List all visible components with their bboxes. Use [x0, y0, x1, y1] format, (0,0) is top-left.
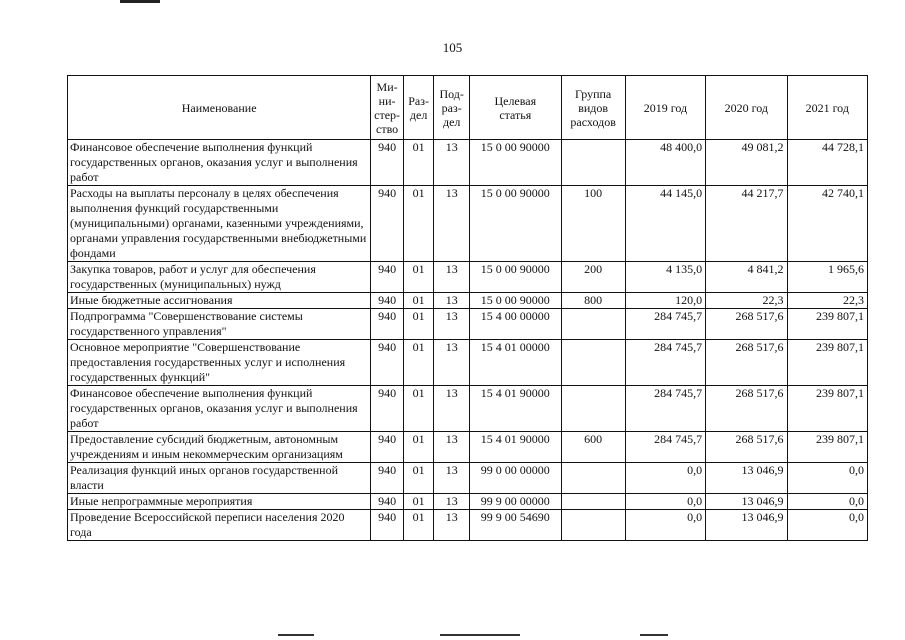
cell-subsection: 13 [434, 494, 470, 510]
cell-group: 100 [561, 186, 625, 262]
cell-section: 01 [403, 494, 434, 510]
header-group: Группа видов расходов [561, 76, 625, 140]
header-section: Раз- дел [403, 76, 434, 140]
cell-subsection: 13 [434, 293, 470, 309]
cell-group [561, 386, 625, 432]
cell-group [561, 510, 625, 541]
cell-section: 01 [403, 510, 434, 541]
page-number: 105 [442, 40, 463, 55]
cell-target: 15 0 00 90000 [470, 293, 562, 309]
cell-ministry: 940 [371, 510, 404, 541]
cell-group: 600 [561, 432, 625, 463]
footer-rule [440, 634, 520, 636]
table-row [68, 494, 868, 510]
cell-y2021: 0,0 [787, 494, 867, 510]
header-subsection: Под- раз- дел [434, 76, 470, 140]
cell-section: 01 [403, 140, 434, 186]
cell-group [561, 140, 625, 186]
cell-y2021: 22,3 [787, 293, 867, 309]
top-edge-mark [120, 0, 160, 3]
cell-ministry: 940 [371, 386, 404, 432]
table-row [68, 510, 868, 541]
cell-y2019: 48 400,0 [625, 140, 705, 186]
cell-subsection: 13 [434, 309, 470, 340]
cell-y2021: 42 740,1 [787, 186, 867, 262]
table-row [68, 262, 868, 293]
header-target: Целевая статья [470, 76, 562, 140]
cell-y2021: 0,0 [787, 463, 867, 494]
cell-target: 99 0 00 00000 [470, 463, 562, 494]
cell-group [561, 309, 625, 340]
cell-group: 200 [561, 262, 625, 293]
cell-y2021: 44 728,1 [787, 140, 867, 186]
budget-table [67, 75, 868, 541]
cell-y2020: 13 046,9 [706, 510, 787, 541]
cell-name: Финансовое обеспечение выполнения функций государственных органов, оказания услуг и выполнения работ [68, 386, 371, 432]
cell-ministry: 940 [371, 432, 404, 463]
header-2020: 2020 год [706, 76, 787, 140]
cell-name: Иные бюджетные ассигнования [68, 293, 371, 309]
cell-subsection: 13 [434, 432, 470, 463]
cell-subsection: 13 [434, 386, 470, 432]
cell-subsection: 13 [434, 463, 470, 494]
cell-y2021: 239 807,1 [787, 386, 867, 432]
cell-subsection: 13 [434, 140, 470, 186]
cell-y2020: 22,3 [706, 293, 787, 309]
header-2019: 2019 год [625, 76, 705, 140]
cell-y2020: 268 517,6 [706, 386, 787, 432]
cell-section: 01 [403, 386, 434, 432]
cell-target: 99 9 00 54690 [470, 510, 562, 541]
table-row [68, 463, 868, 494]
cell-y2019: 120,0 [625, 293, 705, 309]
cell-group [561, 494, 625, 510]
cell-y2021: 239 807,1 [787, 432, 867, 463]
cell-target: 15 4 00 00000 [470, 309, 562, 340]
cell-section: 01 [403, 432, 434, 463]
header-name: Наименование [68, 76, 371, 140]
cell-name: Финансовое обеспечение выполнения функций государственных органов, оказания услуг и выполнения работ [68, 140, 371, 186]
cell-y2019: 4 135,0 [625, 262, 705, 293]
cell-y2019: 284 745,7 [625, 340, 705, 386]
footer-rule [278, 634, 314, 636]
cell-name: Расходы на выплаты персоналу в целях обеспечения выполнения функций государственными (муниципальными) органами, казенными учреждениями, органами управления государственными внебюджетными фондами [68, 186, 371, 262]
cell-ministry: 940 [371, 463, 404, 494]
cell-target: 15 4 01 90000 [470, 386, 562, 432]
table-row [68, 340, 868, 386]
cell-name: Предоставление субсидий бюджетным, автономным учреждениям и иным некоммерческим организациям [68, 432, 371, 463]
cell-target: 15 0 00 90000 [470, 186, 562, 262]
cell-y2020: 13 046,9 [706, 463, 787, 494]
table-row [68, 386, 868, 432]
cell-target: 15 4 01 90000 [470, 432, 562, 463]
cell-group: 800 [561, 293, 625, 309]
cell-section: 01 [403, 340, 434, 386]
cell-y2019: 0,0 [625, 463, 705, 494]
cell-section: 01 [403, 293, 434, 309]
cell-y2019: 44 145,0 [625, 186, 705, 262]
cell-name: Реализация функций иных органов государственной власти [68, 463, 371, 494]
cell-name: Закупка товаров, работ и услуг для обеспечения государственных (муниципальных) нужд [68, 262, 371, 293]
header-2021: 2021 год [787, 76, 867, 140]
cell-y2021: 0,0 [787, 510, 867, 541]
cell-ministry: 940 [371, 309, 404, 340]
cell-name: Иные непрограммные мероприятия [68, 494, 371, 510]
cell-y2021: 239 807,1 [787, 340, 867, 386]
table-row [68, 140, 868, 186]
cell-ministry: 940 [371, 340, 404, 386]
cell-target: 99 9 00 00000 [470, 494, 562, 510]
cell-target: 15 0 00 90000 [470, 140, 562, 186]
table-row [68, 186, 868, 262]
cell-y2020: 268 517,6 [706, 309, 787, 340]
cell-y2020: 4 841,2 [706, 262, 787, 293]
cell-ministry: 940 [371, 186, 404, 262]
cell-y2019: 284 745,7 [625, 432, 705, 463]
cell-section: 01 [403, 262, 434, 293]
cell-name: Проведение Всероссийской переписи населения 2020 года [68, 510, 371, 541]
table-row [68, 432, 868, 463]
cell-subsection: 13 [434, 340, 470, 386]
cell-y2019: 0,0 [625, 494, 705, 510]
cell-subsection: 13 [434, 186, 470, 262]
cell-section: 01 [403, 463, 434, 494]
cell-ministry: 940 [371, 140, 404, 186]
cell-ministry: 940 [371, 494, 404, 510]
cell-group [561, 340, 625, 386]
cell-section: 01 [403, 309, 434, 340]
cell-y2019: 0,0 [625, 510, 705, 541]
cell-y2020: 13 046,9 [706, 494, 787, 510]
cell-name: Подпрограмма "Совершенствование системы государственного управления" [68, 309, 371, 340]
header-ministry: Ми- ни- стер- ство [371, 76, 404, 140]
cell-subsection: 13 [434, 510, 470, 541]
header-row [68, 76, 868, 140]
cell-y2021: 1 965,6 [787, 262, 867, 293]
cell-y2020: 49 081,2 [706, 140, 787, 186]
footer-rule [640, 634, 668, 636]
cell-group [561, 463, 625, 494]
cell-y2020: 268 517,6 [706, 432, 787, 463]
table-row [68, 293, 868, 309]
cell-y2020: 44 217,7 [706, 186, 787, 262]
cell-subsection: 13 [434, 262, 470, 293]
table-row [68, 309, 868, 340]
cell-name: Основное мероприятие "Совершенствование предоставления государственных услуг и исполнения государственных функций" [68, 340, 371, 386]
cell-y2021: 239 807,1 [787, 309, 867, 340]
cell-ministry: 940 [371, 293, 404, 309]
cell-ministry: 940 [371, 262, 404, 293]
cell-y2019: 284 745,7 [625, 386, 705, 432]
cell-target: 15 4 01 00000 [470, 340, 562, 386]
cell-section: 01 [403, 186, 434, 262]
cell-target: 15 0 00 90000 [470, 262, 562, 293]
cell-y2019: 284 745,7 [625, 309, 705, 340]
cell-y2020: 268 517,6 [706, 340, 787, 386]
